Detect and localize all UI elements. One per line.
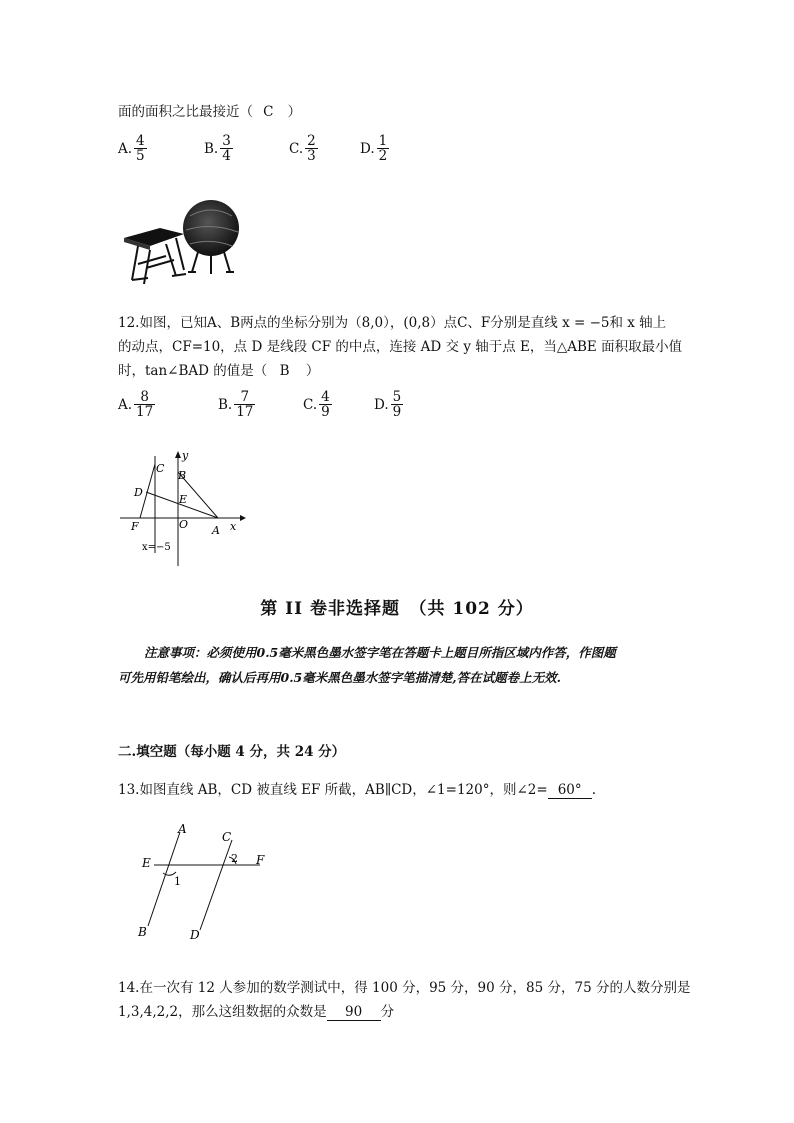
label-angle-2: 2: [231, 852, 238, 865]
label-angle-1: 1: [174, 875, 181, 888]
q14-text-2: 1,3,4,2,2，那么这组数据的众数是: [118, 1004, 327, 1020]
option-label: B.: [218, 396, 233, 413]
notice-text-1: 注意事项：必须使用0.5毫米黑色墨水签字笔在答题卡上题目所指区域内作答，作图题: [144, 645, 616, 660]
numerator: 3: [222, 133, 231, 149]
q11-option-b: [204, 134, 233, 163]
q12-options: [0, 390, 600, 434]
q11-answer: C: [263, 104, 274, 120]
denominator: 9: [321, 404, 330, 421]
q12-text-2: 的动点，CF=10，点 D 是线段 CF 的中点，连接 AD 交 y 轴于点 E，当△ABE 面积取最小值: [118, 339, 683, 355]
q14-line-2: [118, 1000, 394, 1021]
q12-coordinate-figure: [118, 448, 248, 568]
option-label: A.: [118, 396, 133, 413]
fraction: [220, 134, 233, 163]
numerator: 1: [378, 133, 388, 149]
q11-stem-text: 面的面积之比最接近（: [118, 104, 253, 120]
fraction: [234, 390, 255, 419]
q12-line-2: [118, 335, 682, 355]
fraction: [319, 390, 332, 419]
numerator: 5: [392, 389, 402, 405]
q12-option-c: [303, 390, 332, 419]
q13-text: 13.如图直线 AB，CD 被直线 EF 所截，AB∥CD，∠1=120°，则∠2=: [118, 782, 548, 798]
q12-close-paren: ）: [305, 363, 320, 379]
part-two-title: 第 II 卷非选择题 （共 102 分）: [260, 599, 534, 619]
fraction: [391, 390, 404, 419]
q14-text-1: 14.在一次有 12 人参加的数学测试中，得 100 分，95 分，90 分，85 分，75 分的人数分别是: [118, 980, 691, 996]
denominator: 4: [222, 148, 231, 165]
numerator: 7: [240, 389, 250, 405]
denominator: 5: [136, 148, 145, 165]
label-c: C: [156, 462, 165, 475]
line-cd: [200, 840, 232, 930]
numerator: 4: [136, 133, 145, 149]
label-c: C: [222, 830, 232, 844]
fraction: [134, 134, 147, 163]
q12-line-1: [118, 311, 666, 331]
label-d: D: [190, 928, 200, 942]
label-f: F: [131, 520, 139, 533]
label-line-eq: x=−5: [142, 542, 171, 553]
label-a: A: [178, 822, 187, 836]
denominator: 3: [307, 148, 316, 165]
fraction: [377, 134, 390, 163]
q11-stem-line: [118, 100, 301, 120]
q11-option-d: [360, 134, 389, 163]
q12-answer: B: [279, 363, 290, 379]
denominator: 17: [236, 404, 254, 421]
label-y: y: [182, 449, 189, 462]
q13-parallel-lines-figure: [130, 818, 280, 946]
q12-option-d: [374, 390, 403, 419]
denominator: 17: [136, 404, 154, 421]
option-label: D.: [374, 396, 389, 413]
notice-text-2: 可先用铅笔绘出，确认后再用0.5毫米黑色墨水签字笔描清楚,答在试题卷上无效.: [118, 670, 561, 685]
q11-option-c: [289, 134, 318, 163]
table-and-ball-image: [118, 194, 248, 286]
q12-option-a: [118, 390, 155, 419]
q11-options: [0, 134, 600, 178]
q13-answer: 60°: [548, 782, 592, 799]
denominator: 2: [378, 148, 388, 165]
q14-unit: 分: [380, 1004, 395, 1020]
notice-line-1: [118, 640, 678, 665]
q11-close-paren: ）: [287, 104, 302, 120]
q12-text-1: 12.如图，已知A、B两点的坐标分别为（8,0），(0,8）点C、F分别是直线 x = −5和 x 轴上: [118, 315, 667, 331]
q12-text-3: 时，tan∠BAD 的值是（: [118, 363, 268, 379]
q14-answer: 90: [327, 1004, 381, 1021]
label-b: B: [178, 469, 187, 482]
label-x: x: [230, 520, 237, 533]
label-o: O: [179, 518, 189, 531]
q11-option-a: [118, 134, 147, 163]
option-label: A.: [118, 140, 133, 157]
q14-line-1: [118, 976, 690, 996]
label-a: A: [212, 524, 220, 537]
denominator: 9: [392, 404, 402, 421]
option-label: C.: [289, 140, 304, 157]
label-f: F: [256, 853, 265, 867]
q12-line-3: [118, 359, 319, 379]
label-d: D: [134, 486, 143, 499]
label-b: B: [138, 925, 147, 939]
q13-line: [118, 778, 596, 799]
option-label: C.: [303, 396, 318, 413]
section-heading: 二.填空题（每小题 4 分，共 24 分）: [118, 744, 346, 760]
fraction: [305, 134, 318, 163]
notice-line-2: [118, 665, 678, 690]
q12-option-b: [218, 390, 255, 419]
label-e: E: [142, 856, 151, 870]
q13-period: .: [591, 782, 596, 798]
numerator: 8: [140, 389, 149, 405]
label-e: E: [179, 493, 188, 506]
numerator: 2: [307, 133, 316, 149]
option-label: D.: [360, 140, 375, 157]
option-label: B.: [204, 140, 219, 157]
numerator: 4: [321, 389, 330, 405]
fraction: [134, 390, 155, 419]
